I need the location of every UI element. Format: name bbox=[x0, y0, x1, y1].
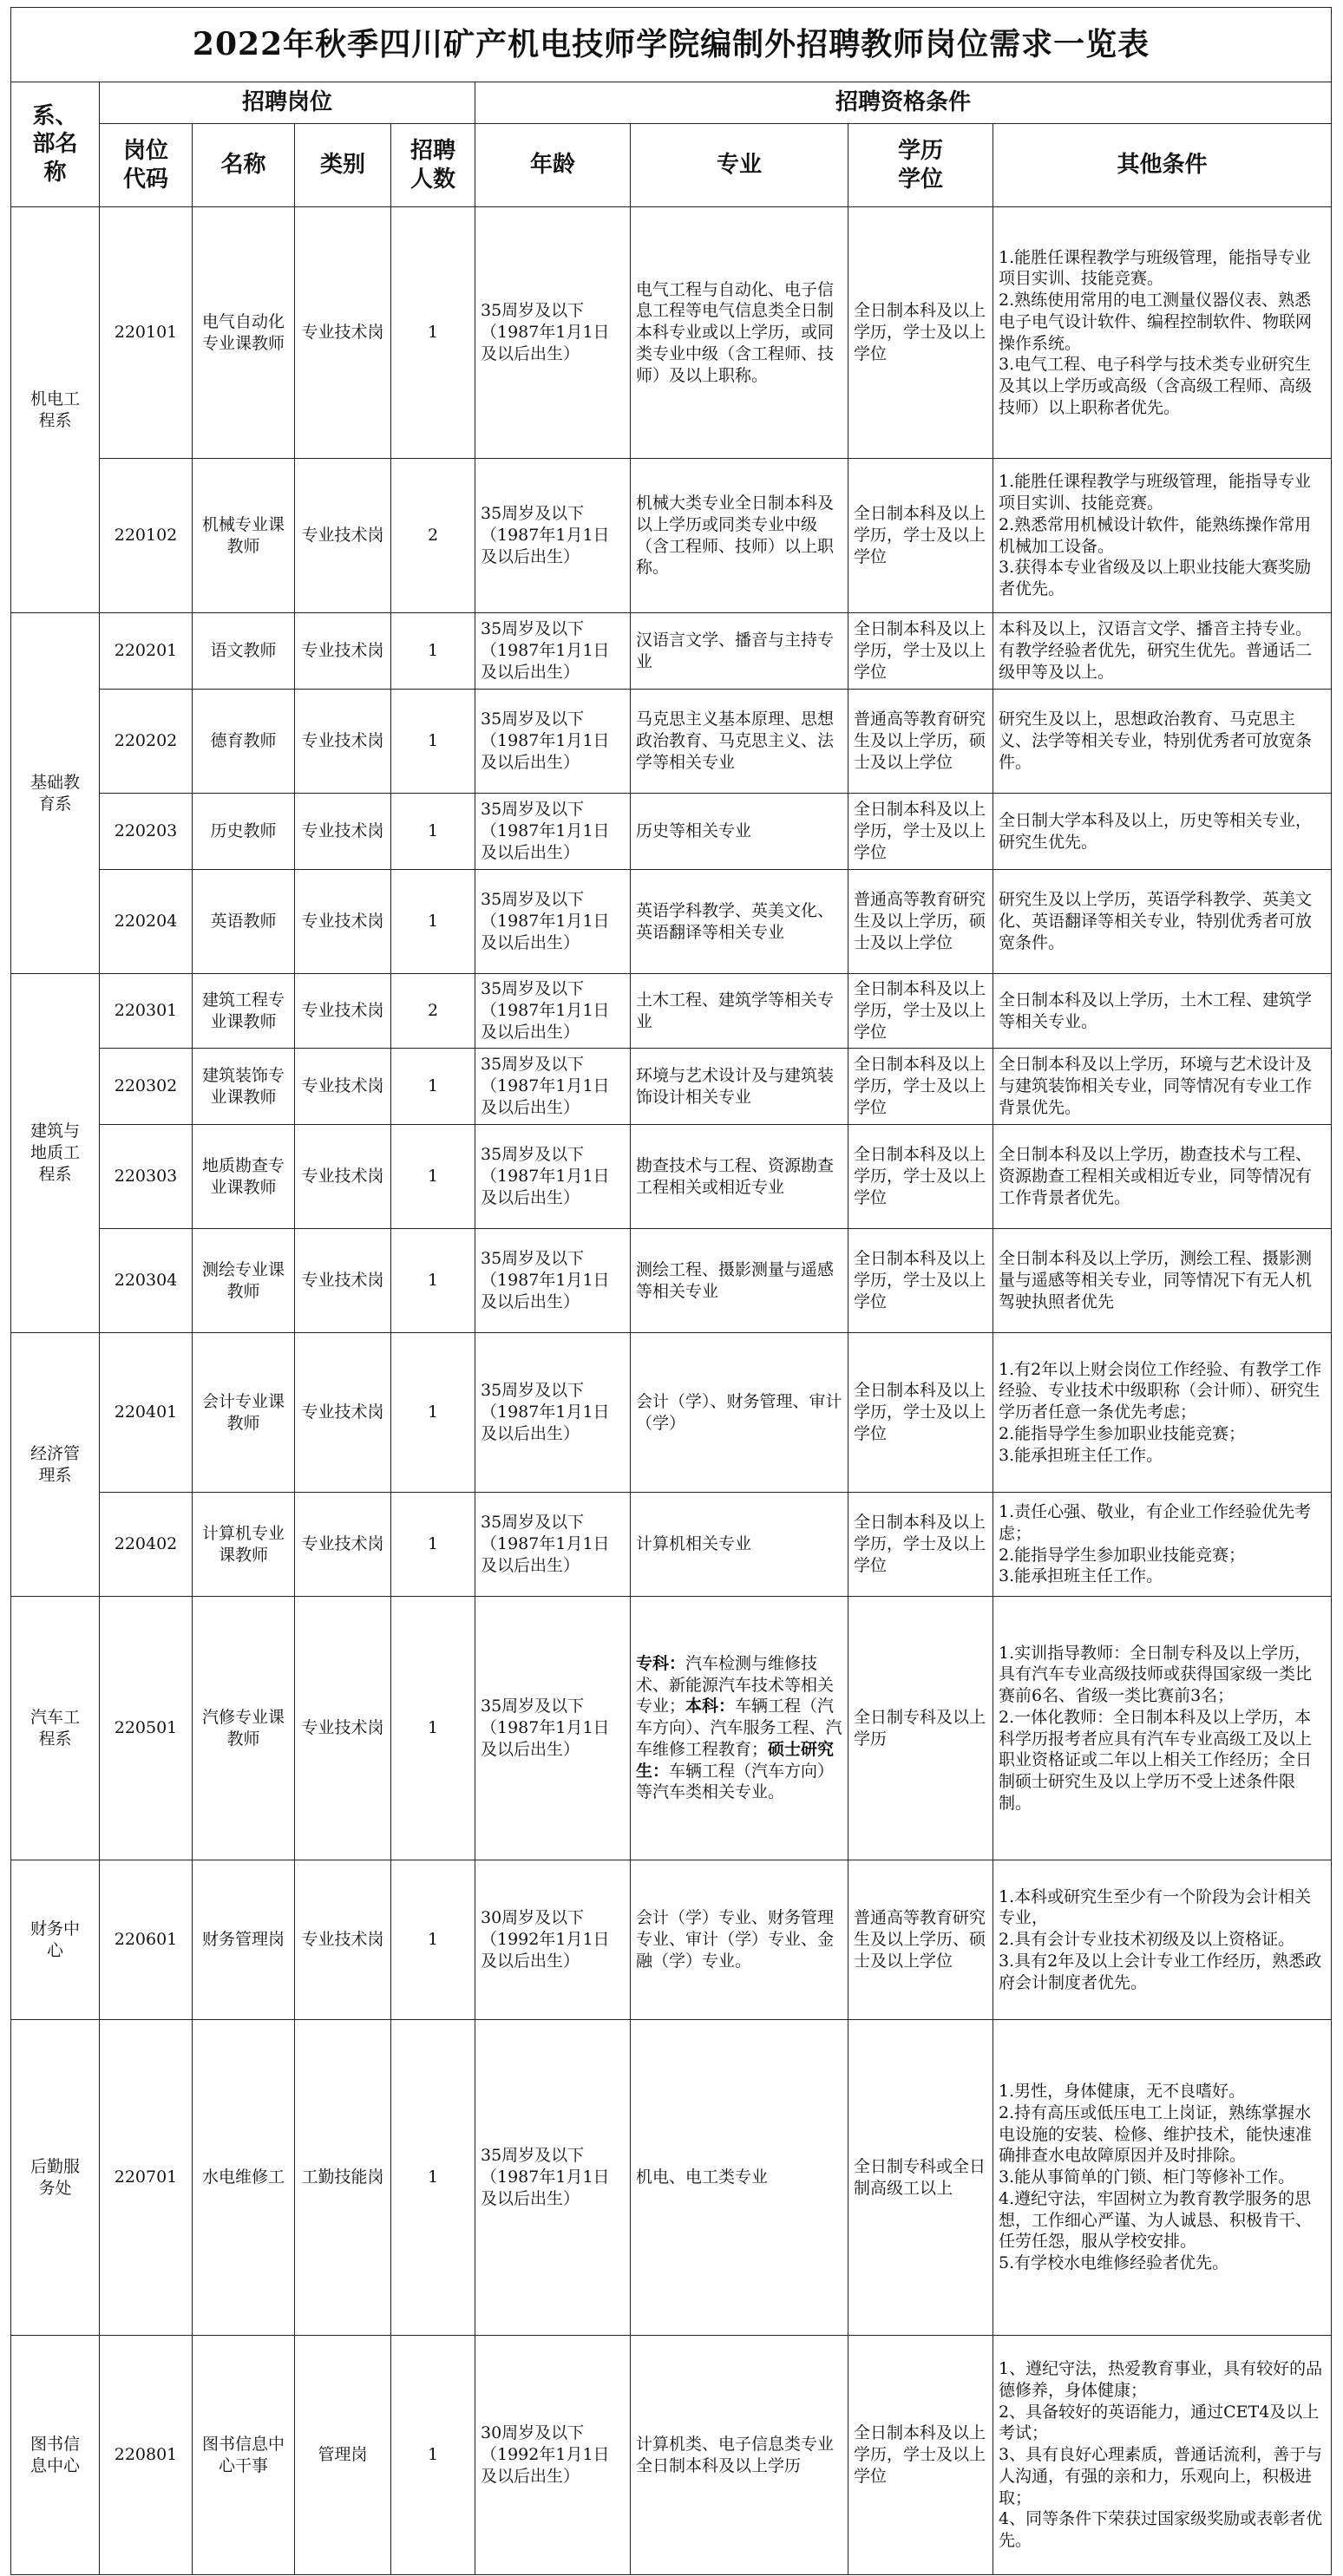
post-name: 语文教师 bbox=[193, 613, 295, 690]
post-name: 水电维修工 bbox=[193, 2020, 295, 2336]
major-level-label: 专科： bbox=[636, 1654, 686, 1674]
other-requirements: 1.实训指导教师：全日制专科及以上学历，具有汽车专业高级技师或获得国家级一类比赛前6名、省级一类比赛前3名； 2.一体化教师：全日制本科及以上学历，本科学历报考者应具有汽车专业高级工及以上职业资格证或二年以上相关工作经历；全日制硕士研究生及以上学历不受上述条件限制。 bbox=[993, 1597, 1332, 1860]
post-code: 220303 bbox=[100, 1125, 193, 1229]
post-code: 220204 bbox=[100, 870, 193, 974]
other-requirements: 1.男性，身体健康，无不良嗜好。 2.持有高压或低压电工上岗证，熟练掌握水电设施的安装、检修、维护技术，能快速准确排查水电故障原因并及时排除。 3.能从事简单的门锁、柜门等修补工作。 4.遵纪守法，牢固树立为教育教学服务的思想，工作细心严谨、为人诚恳、积极肯干、任劳任怨，服从学校安排。 5.有学校水电维修经验者优先。 bbox=[993, 2020, 1332, 2336]
age-requirement: 30周岁及以下（1992年1月1日及以后出生） bbox=[475, 1860, 631, 2020]
age-requirement: 35周岁及以下（1987年1月1日及以后出生） bbox=[475, 1049, 631, 1125]
post-code: 220701 bbox=[100, 2020, 193, 2336]
post-category: 专业技术岗 bbox=[295, 1229, 391, 1333]
edu-requirement: 全日制本科及以上学历，学士及以上学位 bbox=[848, 1229, 993, 1333]
edu-requirement: 普通高等教育研究生及以上学历，硕士及以上学位 bbox=[848, 690, 993, 794]
header-count: 招聘 人数 bbox=[391, 124, 475, 207]
edu-requirement: 全日制本科及以上学历，学士及以上学位 bbox=[848, 1493, 993, 1597]
post-code: 220402 bbox=[100, 1493, 193, 1597]
table-title: 2022年秋季四川矿产机电技师学院编制外招聘教师岗位需求一览表 bbox=[11, 8, 1332, 82]
other-requirements: 本科及以上，汉语言文学、播音主持专业。有教学经验者优先，研究生优先。普通话二级甲等及以上。 bbox=[993, 613, 1332, 690]
major-requirement: 机械大类专业全日制本科及以上学历或同类专业中级（含工程师、技师）以上职称。 bbox=[631, 459, 848, 613]
table-row bbox=[11, 2336, 1332, 2575]
other-requirements: 1.责任心强、敬业，有企业工作经验优先考虑； 2.能指导学生参加职业技能竞赛； 3.能承担班主任工作。 bbox=[993, 1493, 1332, 1597]
post-category: 专业技术岗 bbox=[295, 459, 391, 613]
post-code: 220401 bbox=[100, 1333, 193, 1493]
post-count: 1 bbox=[391, 2336, 475, 2575]
post-count: 1 bbox=[391, 1860, 475, 2020]
other-requirements: 全日制本科及以上学历，测绘工程、摄影测量与遥感等相关专业，同等情况下有无人机驾驶执照者优先 bbox=[993, 1229, 1332, 1333]
post-count: 2 bbox=[391, 974, 475, 1049]
major-requirement: 会计（学）、财务管理、审计（学） bbox=[631, 1333, 848, 1493]
major-level-text: 车辆工程（汽车方向）、汽车服务工程、汽车维修工程教育； bbox=[636, 1697, 842, 1759]
other-requirements: 全日制本科及以上学历，土木工程、建筑学等相关专业。 bbox=[993, 974, 1332, 1049]
post-count: 1 bbox=[391, 207, 475, 459]
post-name: 电气自动化专业课教师 bbox=[193, 207, 295, 459]
header-dept: 系、 部名 称 bbox=[11, 82, 100, 207]
age-requirement: 35周岁及以下（1987年1月1日及以后出生） bbox=[475, 459, 631, 613]
dept-cell: 财务中 心 bbox=[11, 1860, 100, 2020]
table-row bbox=[11, 613, 1332, 690]
table-row bbox=[11, 870, 1332, 974]
major-level-label: 硕士研究生： bbox=[636, 1739, 835, 1781]
post-count: 1 bbox=[391, 690, 475, 794]
post-code: 220202 bbox=[100, 690, 193, 794]
post-category: 专业技术岗 bbox=[295, 1049, 391, 1125]
post-count: 1 bbox=[391, 613, 475, 690]
age-requirement: 35周岁及以下（1987年1月1日及以后出生） bbox=[475, 613, 631, 690]
table-row bbox=[11, 207, 1332, 459]
major-requirement: 土木工程、建筑学等相关专业 bbox=[631, 974, 848, 1049]
major-requirement bbox=[631, 1597, 848, 1860]
table-row bbox=[11, 1125, 1332, 1229]
post-name: 会计专业课教师 bbox=[193, 1333, 295, 1493]
table-row bbox=[11, 2020, 1332, 2336]
major-requirement: 历史等相关专业 bbox=[631, 794, 848, 870]
post-category: 专业技术岗 bbox=[295, 207, 391, 459]
post-name: 英语教师 bbox=[193, 870, 295, 974]
post-category: 专业技术岗 bbox=[295, 1597, 391, 1860]
post-code: 220601 bbox=[100, 1860, 193, 2020]
edu-requirement: 全日制本科及以上学历，学士及以上学位 bbox=[848, 1333, 993, 1493]
post-code: 220102 bbox=[100, 459, 193, 613]
other-requirements: 1.能胜任课程教学与班级管理，能指导专业项目实训、技能竞赛。 2.熟练使用常用的电工测量仪器仪表、熟悉电子电气设计软件、编程控制软件、物联网操作系统。 3.电气工程、电子科学与技术类专业研究生及其以上学历或高级（含高级工程师、高级技师）以上职称者优先。 bbox=[993, 207, 1332, 459]
header-age: 年龄 bbox=[475, 124, 631, 207]
table-row bbox=[11, 1493, 1332, 1597]
post-name: 测绘专业课教师 bbox=[193, 1229, 295, 1333]
document-sheet bbox=[10, 7, 1331, 2569]
age-requirement: 35周岁及以下（1987年1月1日及以后出生） bbox=[475, 1597, 631, 1860]
major-requirement: 勘查技术与工程、资源勘查工程相关或相近专业 bbox=[631, 1125, 848, 1229]
post-code: 220304 bbox=[100, 1229, 193, 1333]
post-category: 专业技术岗 bbox=[295, 1860, 391, 2020]
edu-requirement: 全日制本科及以上学历，学士及以上学位 bbox=[848, 794, 993, 870]
dept-cell: 建筑与 地质工 程系 bbox=[11, 974, 100, 1333]
post-category: 专业技术岗 bbox=[295, 974, 391, 1049]
post-code: 220501 bbox=[100, 1597, 193, 1860]
post-name: 汽修专业课教师 bbox=[193, 1597, 295, 1860]
major-level-text: 车辆工程（汽车方向）等汽车类相关专业。 bbox=[636, 1761, 835, 1802]
major-requirement: 测绘工程、摄影测量与遥感等相关专业 bbox=[631, 1229, 848, 1333]
major-requirement: 马克思主义基本原理、思想政治教育、马克思主义、法学等相关专业 bbox=[631, 690, 848, 794]
header-group-requirements: 招聘资格条件 bbox=[475, 82, 1332, 124]
post-count: 2 bbox=[391, 459, 475, 613]
post-category: 管理岗 bbox=[295, 2336, 391, 2575]
post-count: 1 bbox=[391, 2020, 475, 2336]
dept-cell: 基础教 育系 bbox=[11, 613, 100, 974]
table-row bbox=[11, 1229, 1332, 1333]
post-category: 专业技术岗 bbox=[295, 690, 391, 794]
header-edu: 学历 学位 bbox=[848, 124, 993, 207]
age-requirement: 30周岁及以下（1992年1月1日及以后出生） bbox=[475, 2336, 631, 2575]
other-requirements: 研究生及以上学历，英语学科教学、英美文化、英语翻译等相关专业，特别优秀者可放宽条件。 bbox=[993, 870, 1332, 974]
edu-requirement: 全日制专科及以上学历 bbox=[848, 1597, 993, 1860]
major-requirement: 英语学科教学、英美文化、英语翻译等相关专业 bbox=[631, 870, 848, 974]
other-requirements: 全日制大学本科及以上，历史等相关专业，研究生优先。 bbox=[993, 794, 1332, 870]
edu-requirement: 全日制专科或全日制高级工以上 bbox=[848, 2020, 993, 2336]
dept-cell: 后勤服 务处 bbox=[11, 2020, 100, 2336]
edu-requirement: 全日制本科及以上学历，学士及以上学位 bbox=[848, 974, 993, 1049]
post-count: 1 bbox=[391, 1049, 475, 1125]
post-count: 1 bbox=[391, 1493, 475, 1597]
post-name: 图书信息中心干事 bbox=[193, 2336, 295, 2575]
other-requirements: 全日制本科及以上学历，环境与艺术设计及与建筑装饰相关专业，同等情况有专业工作背景优先。 bbox=[993, 1049, 1332, 1125]
post-code: 220201 bbox=[100, 613, 193, 690]
post-name: 建筑工程专业课教师 bbox=[193, 974, 295, 1049]
table-row bbox=[11, 1860, 1332, 2020]
major-requirement: 计算机相关专业 bbox=[631, 1493, 848, 1597]
table-row bbox=[11, 1597, 1332, 1860]
post-name: 历史教师 bbox=[193, 794, 295, 870]
other-requirements: 全日制本科及以上学历，勘查技术与工程、资源勘查工程相关或相近专业，同等情况有工作背景者优先。 bbox=[993, 1125, 1332, 1229]
post-count: 1 bbox=[391, 1333, 475, 1493]
post-name: 计算机专业课教师 bbox=[193, 1493, 295, 1597]
age-requirement: 35周岁及以下（1987年1月1日及以后出生） bbox=[475, 974, 631, 1049]
edu-requirement: 普通高等教育研究生及以上学历，硕士及以上学位 bbox=[848, 870, 993, 974]
age-requirement: 35周岁及以下（1987年1月1日及以后出生） bbox=[475, 2020, 631, 2336]
post-name: 建筑装饰专业课教师 bbox=[193, 1049, 295, 1125]
post-category: 专业技术岗 bbox=[295, 613, 391, 690]
post-category: 专业技术岗 bbox=[295, 1333, 391, 1493]
age-requirement: 35周岁及以下（1987年1月1日及以后出生） bbox=[475, 870, 631, 974]
age-requirement: 35周岁及以下（1987年1月1日及以后出生） bbox=[475, 1333, 631, 1493]
post-name: 地质勘查专业课教师 bbox=[193, 1125, 295, 1229]
table-row bbox=[11, 690, 1332, 794]
post-count: 1 bbox=[391, 1229, 475, 1333]
major-requirement: 电气工程与自动化、电子信息工程等电气信息类全日制本科专业或以上学历，或同类专业中级（含工程师、技师）及以上职称。 bbox=[631, 207, 848, 459]
edu-requirement: 全日制本科及以上学历，学士及以上学位 bbox=[848, 2336, 993, 2575]
major-level-text: 汽车检测与维修技术、新能源汽车技术等相关专业； bbox=[636, 1654, 835, 1716]
age-requirement: 35周岁及以下（1987年1月1日及以后出生） bbox=[475, 1493, 631, 1597]
recruitment-table bbox=[10, 7, 1332, 2575]
post-category: 专业技术岗 bbox=[295, 1125, 391, 1229]
post-code: 220101 bbox=[100, 207, 193, 459]
post-category: 专业技术岗 bbox=[295, 1493, 391, 1597]
table-row bbox=[11, 1049, 1332, 1125]
post-code: 220801 bbox=[100, 2336, 193, 2575]
post-category: 专业技术岗 bbox=[295, 794, 391, 870]
post-name: 德育教师 bbox=[193, 690, 295, 794]
major-requirement: 汉语言文学、播音与主持专业 bbox=[631, 613, 848, 690]
header-group-post: 招聘岗位 bbox=[100, 82, 475, 124]
age-requirement: 35周岁及以下（1987年1月1日及以后出生） bbox=[475, 207, 631, 459]
table-row bbox=[11, 974, 1332, 1049]
dept-cell: 图书信 息中心 bbox=[11, 2336, 100, 2575]
post-count: 1 bbox=[391, 794, 475, 870]
edu-requirement: 全日制本科及以上学历，学士及以上学位 bbox=[848, 207, 993, 459]
other-requirements: 1、遵纪守法，热爱教育事业，具有较好的品德修养，身体健康； 2、具备较好的英语能力，通过CET4及以上考试； 3、具有良好心理素质，普通话流利，善于与人沟通，有强的亲和力，乐观向上，积极进取； 4、同等条件下荣获过国家级奖励或表彰者优先。 bbox=[993, 2336, 1332, 2575]
post-code: 220301 bbox=[100, 974, 193, 1049]
header-code: 岗位 代码 bbox=[100, 124, 193, 207]
dept-cell: 经济管 理系 bbox=[11, 1333, 100, 1597]
header-major: 专业 bbox=[631, 124, 848, 207]
header-other: 其他条件 bbox=[993, 124, 1332, 207]
major-requirement: 会计（学）专业、财务管理专业、审计（学）专业、金融（学）专业。 bbox=[631, 1860, 848, 2020]
other-requirements: 研究生及以上，思想政治教育、马克思主义、法学等相关专业，特别优秀者可放宽条件。 bbox=[993, 690, 1332, 794]
edu-requirement: 全日制本科及以上学历，学士及以上学位 bbox=[848, 459, 993, 613]
dept-cell: 汽车工 程系 bbox=[11, 1597, 100, 1860]
post-category: 工勤技能岗 bbox=[295, 2020, 391, 2336]
major-requirement: 机电、电工类专业 bbox=[631, 2020, 848, 2336]
edu-requirement: 全日制本科及以上学历，学士及以上学位 bbox=[848, 613, 993, 690]
age-requirement: 35周岁及以下（1987年1月1日及以后出生） bbox=[475, 1125, 631, 1229]
post-count: 1 bbox=[391, 870, 475, 974]
other-requirements: 1.能胜任课程教学与班级管理，能指导专业项目实训、技能竞赛。 2.熟悉常用机械设计软件，能熟练操作常用机械加工设备。 3.获得本专业省级及以上职业技能大赛奖励者优先。 bbox=[993, 459, 1332, 613]
age-requirement: 35周岁及以下（1987年1月1日及以后出生） bbox=[475, 794, 631, 870]
post-count: 1 bbox=[391, 1125, 475, 1229]
major-requirement: 计算机类、电子信息类专业全日制本科及以上学历 bbox=[631, 2336, 848, 2575]
dept-cell: 机电工 程系 bbox=[11, 207, 100, 613]
other-requirements: 1.本科或研究生至少有一个阶段为会计相关专业， 2.具有会计专业技术初级及以上资格证。 3.具有2年及以上会计专业工作经历，熟悉政府会计制度者优先。 bbox=[993, 1860, 1332, 2020]
age-requirement: 35周岁及以下（1987年1月1日及以后出生） bbox=[475, 1229, 631, 1333]
edu-requirement: 全日制本科及以上学历，学士及以上学位 bbox=[848, 1125, 993, 1229]
post-code: 220203 bbox=[100, 794, 193, 870]
major-level-label: 本科： bbox=[685, 1697, 736, 1716]
header-category: 类别 bbox=[295, 124, 391, 207]
post-name: 机械专业课教师 bbox=[193, 459, 295, 613]
post-code: 220302 bbox=[100, 1049, 193, 1125]
age-requirement: 35周岁及以下（1987年1月1日及以后出生） bbox=[475, 690, 631, 794]
post-count: 1 bbox=[391, 1597, 475, 1860]
header-name: 名称 bbox=[193, 124, 295, 207]
post-category: 专业技术岗 bbox=[295, 870, 391, 974]
edu-requirement: 普通高等教育研究生及以上学历、硕士及以上学位 bbox=[848, 1860, 993, 2020]
post-name: 财务管理岗 bbox=[193, 1860, 295, 2020]
other-requirements: 1.有2年以上财会岗位工作经验、有教学工作经验、专业技术中级职称（会计师）、研究生学历者任意一条优先考虑； 2.能指导学生参加职业技能竞赛； 3.能承担班主任工作。 bbox=[993, 1333, 1332, 1493]
table-row bbox=[11, 794, 1332, 870]
edu-requirement: 全日制本科及以上学历，学士及以上学位 bbox=[848, 1049, 993, 1125]
table-row bbox=[11, 1333, 1332, 1493]
table-row bbox=[11, 459, 1332, 613]
major-requirement: 环境与艺术设计及与建筑装饰设计相关专业 bbox=[631, 1049, 848, 1125]
